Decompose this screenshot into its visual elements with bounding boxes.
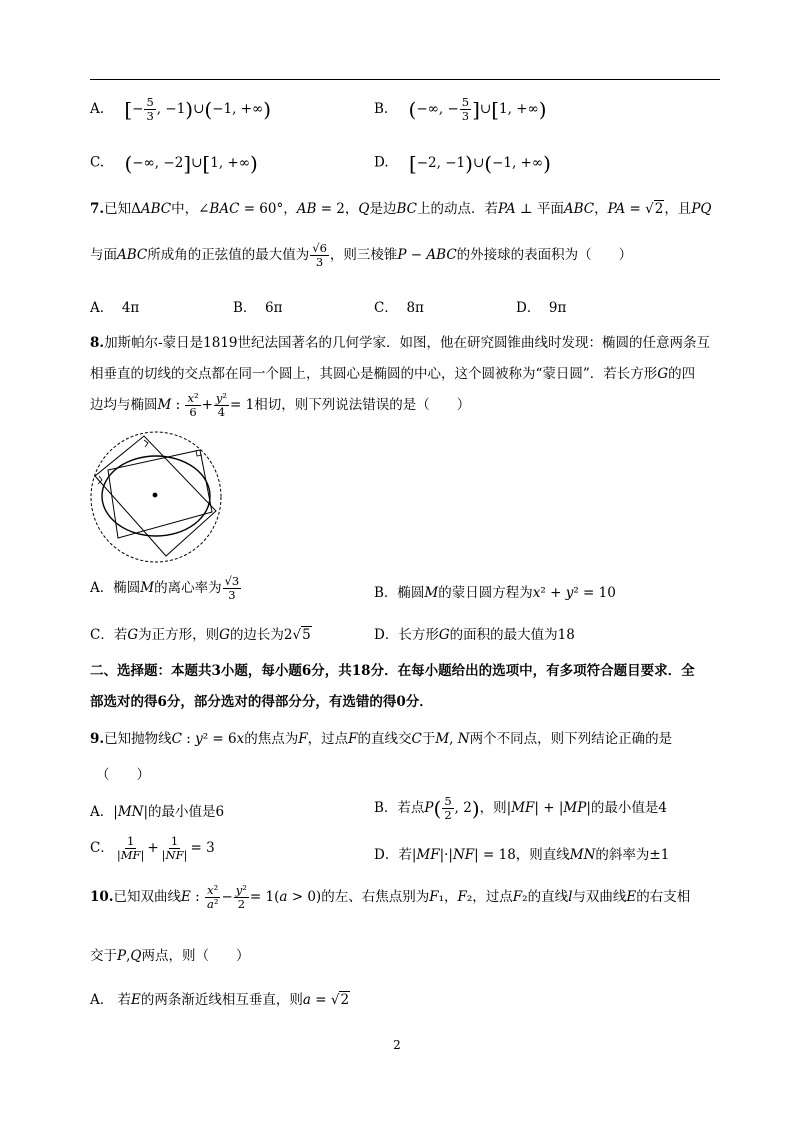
monge-circle-figure xyxy=(88,428,224,566)
header-rule xyxy=(90,79,720,80)
q7-option-b: B． 6π xyxy=(233,300,283,316)
q8-option-d: D．长方形G的面积的最大值为18 xyxy=(374,627,575,643)
q7-line2: 与面ABC所成角的正弦值的最大值为 $\frac{√6}{3}$ ，则三棱锥P − ABC的外接球的表面积为（ ） xyxy=(90,241,633,270)
q10-option-a: A． 若E的两条渐近线相互垂直，则a = √2 xyxy=(90,992,350,1008)
section2-line1: 二、选择题：本题共3小题，每小题6分，共18分．在每小题给出的选项中，有多项符合题目要求．全 xyxy=(90,663,695,679)
q8-line3: 边均与椭圆M : $\frac{\text{x²}}{6}$ + $\frac{\text{y²}}{4}$ = 1相切，则下列说法错误的是（ ） xyxy=(90,391,471,420)
q8-line1: 8.加斯帕尔-蒙日是1819世纪法国著名的几何学家．如图，他在研究圆锥曲线时发现：椭圆的任意两条互 xyxy=(90,335,711,351)
q7-option-a: A． 4π xyxy=(90,300,140,316)
q8-option-b: B．椭圆M的蒙日圆方程为x² + y² = 10 xyxy=(374,585,616,601)
right-angle-mark xyxy=(144,440,148,447)
q9-option-c: C． $\frac{1}{|MF|}$ + $\frac{1}{|NF|}$ = 3 xyxy=(90,834,215,863)
q10-line2: 交于P,Q两点，则（ ） xyxy=(90,948,250,964)
page-number: 2 xyxy=(393,1038,401,1052)
q6-option-b: B. (−∞, − $\frac{5}{3}$ ]∪[1, +∞) xyxy=(374,95,547,124)
q9-option-a: A．|MN|的最小值是6 xyxy=(90,804,225,820)
q6-option-c: C. (−∞, −2]∪[1, +∞) xyxy=(90,151,258,175)
q6-option-a: A. [− $\frac{5}{3}$ , −1)∪(−1, +∞) xyxy=(90,95,272,124)
q7-option-d: D． 9π xyxy=(516,300,567,316)
q9-option-d: D．若|MF|·|NF| = 18，则直线MN的斜率为±1 xyxy=(374,847,670,863)
q8-option-c: C．若G为正方形，则G的边长为2√5 xyxy=(90,627,311,643)
q7-line1: 7.已知ΔABC中，∠BAC = 60°，AB = 2，Q是边BC上的动点．若PA ⊥ 平面ABC，PA = √2，且PQ xyxy=(90,201,712,217)
q9-line1: 9.已知抛物线C : y² = 6x的焦点为F，过点F的直线交C于M, N两个不同点，则下列结论正确的是 xyxy=(90,731,673,747)
q8-line2: 相垂直的切线的交点都在同一个圆上，其圆心是椭圆的中心，这个圆被称为“蒙日圆”．若长方形G的四 xyxy=(90,366,696,382)
q8-option-a: A．椭圆M的离心率为 $\frac{√3}{3}$ xyxy=(90,574,240,603)
q6-option-d: D. [−2, −1)∪(−1, +∞) xyxy=(374,151,551,175)
option-label: C. xyxy=(90,154,105,171)
q9-option-b: B．若点P( $\frac{5}{2}$ , 2)，则|MF| + |MP|的最小值是4 xyxy=(374,794,667,823)
q10-line1: 10.已知双曲线E : $\frac{\text{x²}}{\text{a²}}$ − $\frac{\text{y²}}{2}$ = 1(a > 0)的左、右焦点别为F₁，F₂，过点F₂的直线l与双曲线E的右支相 xyxy=(90,883,691,912)
q9-line2: （ ） xyxy=(96,767,150,783)
option-label: A. xyxy=(90,101,105,118)
section2-line2: 部选对的得6分，部分选对的得部分分，有选错的得0分． xyxy=(90,694,433,710)
option-label: B. xyxy=(374,101,389,118)
center-point xyxy=(153,493,158,498)
option-label: D. xyxy=(374,154,389,171)
q7-option-c: C． 8π xyxy=(374,300,424,316)
